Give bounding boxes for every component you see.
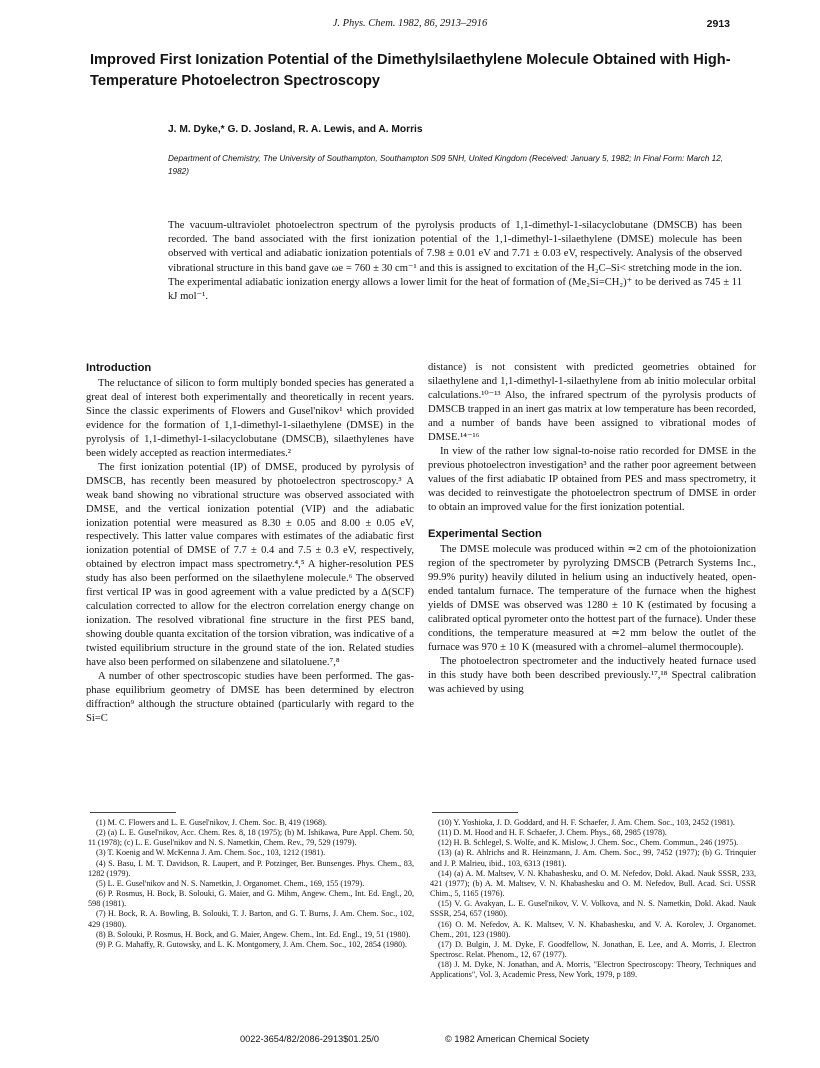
section-heading-experimental: Experimental Section: [428, 528, 542, 541]
footnote-item: (15) V. G. Avakyan, L. E. Gusel'nikov, V. V. Volkova, and N. S. Nametkin, Dokl. Akad. Nauk SSSR, 254, 657 (1980).: [430, 899, 756, 919]
footnote-divider: [432, 812, 518, 813]
footnote-divider: [90, 812, 176, 813]
abstract: The vacuum-ultraviolet photoelectron spectrum of the pyrolysis products of 1,1-dimethyl-1-silacyclobutane (DMSCB) has been recorded. The band associated with the first ionization potential of the 1,1-dimethyl-1-silaethylene (DMSE) molecule has been observed with vertical and adiabatic ionization potentials of 7.98 ± 0.01 eV and 7.71 ± 0.03 eV, respectively. Analysis of the observed vibrational structure in this band gave ωe = 760 ± 30 cm⁻¹ and this is assigned to excitation of the H₂C–Si< stretching mode in the ion. The experimental adiabatic ionization energy allows a lower limit for the heat of formation of (Me₂Si=CH₂)⁺ to be derived as 745 ± 11 kJ mol⁻¹.: [168, 220, 742, 303]
author-list: J. M. Dyke,* G. D. Josland, R. A. Lewis, and A. Morris: [168, 124, 423, 135]
author-affiliation: Department of Chemistry, The University of Southampton, Southampton S09 5NH, United Kingdom (Received: January 5, 1982; In Final Form: March 12, 1982): [168, 154, 724, 176]
footnote-item: (10) Y. Yoshioka, J. D. Goddard, and H. F. Schaefer, J. Am. Chem. Soc., 103, 2452 (1981).: [438, 818, 735, 827]
footnote-item: (4) S. Basu, I. M. T. Davidson, R. Laupert, and P. Potzinger, Ber. Bunsenges. Phys. Chem., 83, 1282 (1979).: [88, 858, 414, 878]
article-title: Improved First Ionization Potential of the Dimethylsilaethylene Molecule Obtained with High-Temperature Photoelectron Spectroscopy: [90, 52, 731, 89]
footnote-item: (16) O. M. Nefedov, A. K. Maltsev, V. N. Khabashesku, and V. A. Korolev, J. Organomet. Chem., 201, 123 (1980).: [430, 919, 756, 939]
footnote-item: (8) B. Solouki, P. Rosmus, H. Bock, and G. Maier, Angew. Chem., Int. Ed. Engl., 19, 51 (1980).: [96, 929, 411, 939]
footnote-item: (9) P. G. Mahaffy, R. Gutowsky, and L. K. Montgomery, J. Am. Chem. Soc., 102, 2854 (1980).: [96, 939, 407, 949]
issn-code: 0022-3654/82/2086-2913$01.25/0: [240, 1034, 379, 1044]
footnote-item: (3) T. Koenig and W. McKenna J. Am. Chem. Soc., 103, 1212 (1981).: [96, 848, 326, 858]
left-column: [86, 361, 414, 726]
body-paragraph: The DMSE molecule was produced within ≃2 cm of the photoionization region of the spectrometer by pyrolyzing DMSCB (Petrarch Systems Inc., 99.9% purity) heavily diluted in helium using an inductively heated, open-ended tantalum furnace. The temperature of the furnace when the highest yields of DMSE was observed was 1280 ± 10 K (estimated by focusing a calibrated optical pyrometer onto the hottest part of the furnace). Under these conditions, the temperature measured at ≃2 mm below the outlet of the furnace was 970 ± 10 K (measured with a chromel–alumel thermocouple).: [428, 544, 756, 654]
footnote-item: (1) M. C. Flowers and L. E. Gusel'nikov, J. Chem. Soc. B, 419 (1968).: [96, 818, 327, 827]
journal-citation: J. Phys. Chem. 1982, 86, 2913–2916: [332, 18, 488, 29]
section-spacer: [428, 514, 756, 527]
footnotes-right: [430, 818, 756, 981]
copyright-notice: © 1982 American Chemical Society: [445, 1034, 590, 1044]
running-head: [90, 18, 730, 34]
body-paragraph: In view of the rather low signal-to-noise ratio recorded for DMSE in the previous photoelectron investigation³ and the rather poor agreement between values of the first adiabatic IP obtained from PES and mass spectrometry, it was decided to reinvestigate the photoelectron spectrum of DMSE in order to obtain an improved value for the first ionization potential.: [428, 445, 756, 513]
body-paragraph: The photoelectron spectrometer and the inductively heated furnace used in this study have both been described previously.¹⁷,¹⁸ Spectral calibration was achieved by using: [428, 656, 756, 696]
footnotes-left: [88, 818, 414, 950]
footnote-item: (6) P. Rosmus, H. Bock, B. Solouki, G. Maier, and G. Mihm, Angew. Chem., Int. Ed. Engl., 20, 598 (1981).: [88, 889, 414, 909]
footnote-item: (12) H. B. Schlegel, S. Wolfe, and K. Mislow, J. Chem. Soc., Chem. Commun., 246 (1975).: [438, 838, 739, 848]
footnote-item: (5) L. E. Gusel'nikov and N. S. Nametkin, J. Organomet. Chem., 169, 155 (1979).: [96, 878, 365, 888]
footnote-item: (14) (a) A. M. Maltsev, V. N. Khabashesku, and O. M. Nefedov, Dokl. Akad. Nauk SSSR, 233, 421 (1977); (b) A. M. Maltsev, V. N. Khabashesku and O. M. Nefedov, Bull. Acad. Sci. USSR Chim., 5, 1165 (1976).: [430, 868, 756, 899]
footnote-item: (2) (a) L. E. Gusel'nikov, Acc. Chem. Res. 8, 18 (1975); (b) M. Ishikawa, Pure Appl. Chem. 50, 11 (1978); (c) L. E. Gusel'nikov and N. S. Nametkin, Chem. Rev., 79, 529 (1979).: [88, 828, 414, 848]
footnote-item: (13) (a) R. Ahlrichs and R. Heinzmann, J. Am. Chem. Soc., 99, 7452 (1977); (b) G. Trinquier and J. P. Malrieu, ibid., 103, 6313 (1981).: [430, 848, 756, 868]
body-paragraph: A number of other spectroscopic studies have been performed. The gas-phase equilibrium geometry of DMSE has been determined by electron diffraction⁹ although the structure obtained (particularly with regard to the Si=C: [86, 671, 414, 724]
footnote-item: (7) H. Bock, R. A. Bowling, B. Solouki, T. J. Barton, and G. T. Burns, J. Am. Chem. Soc., 102, 429 (1980).: [88, 909, 414, 929]
body-paragraph-continued: distance) is not consistent with predicted geometries obtained for silaethylene and 1,1-dimethyl-1-silaethylene from ab initio molecular orbital calculations.¹⁰⁻¹³ Also, the infrared spectrum of the pyrolysis products of DMSCB trapped in an inert gas matrix at low temperature has been recorded, and a number of bands have been assigned to vibrational modes of DMSE.¹⁴⁻¹⁶: [428, 362, 757, 443]
section-heading-introduction: Introduction: [86, 362, 152, 374]
body-paragraph: The first ionization potential (IP) of DMSE, produced by pyrolysis of DMSCB, has recently been measured by photoelectron spectroscopy.³ A weak band showing no vibrational structure was observed associated with DMSE, and the vertical ionization potential (VIP) and the adiabatic ionization potential were measured as 8.30 ± 0.05 and 8.00 ± 0.05 eV, respectively. This latter value compares with estimates of the adiabatic first ionization potential of DMSE of 7.7 ± 0.4 and 7.5 ± 0.3 eV, respectively, obtained by electron impact mass spectrometry.⁴,⁵ A higher-resolution PES study has also been performed on the silaethylene molecule.⁶ The observed first vertical IP was in good agreement with a value predicted by a Δ(SCF) calculation corrected to allow for the electron correlation energy change on ionization. The resolved vibrational fine structure in the first PES band, showing double quanta excitation of the torsion vibration, was indicative of a twisted equilibrium structure in the ground state of the ion. Related studies have also been performed on silabenzene and silatoluene.⁷,⁸: [86, 461, 414, 669]
footnote-item: (17) D. Bulgin, J. M. Dyke, F. Goodfellow, N. Jonathan, E. Lee, and A. Morris, J. Electron Spectrosc. Relat. Phenom., 12, 67 (1977).: [430, 939, 756, 960]
page-number: 2913: [706, 18, 730, 30]
footnote-item: (11) D. M. Hood and H. F. Schaefer, J. Chem. Phys., 68, 2985 (1978).: [438, 828, 667, 838]
footnote-item: (18) J. M. Dyke, N. Jonathan, and A. Morris, "Electron Spectroscopy: Theory, Techniques and Applications", Vol. 3, Academic Press, New York, 1979, p 189.: [430, 960, 756, 980]
body-paragraph: The reluctance of silicon to form multiply bonded species has generated a great deal of interest both experimentally and theoretically in recent years. Since the classic experiments of Flowers and Gusel'nikov¹ which provided evidence for the formation of 1,1-dimethyl-1-silaethylene (DMSE) in the pyrolysis of 1,1-dimethyl-1-silacyclobutane (DMSCB), silaethylenes have been widely accepted as reaction intermediates.²: [86, 378, 414, 459]
right-column: [428, 361, 756, 697]
